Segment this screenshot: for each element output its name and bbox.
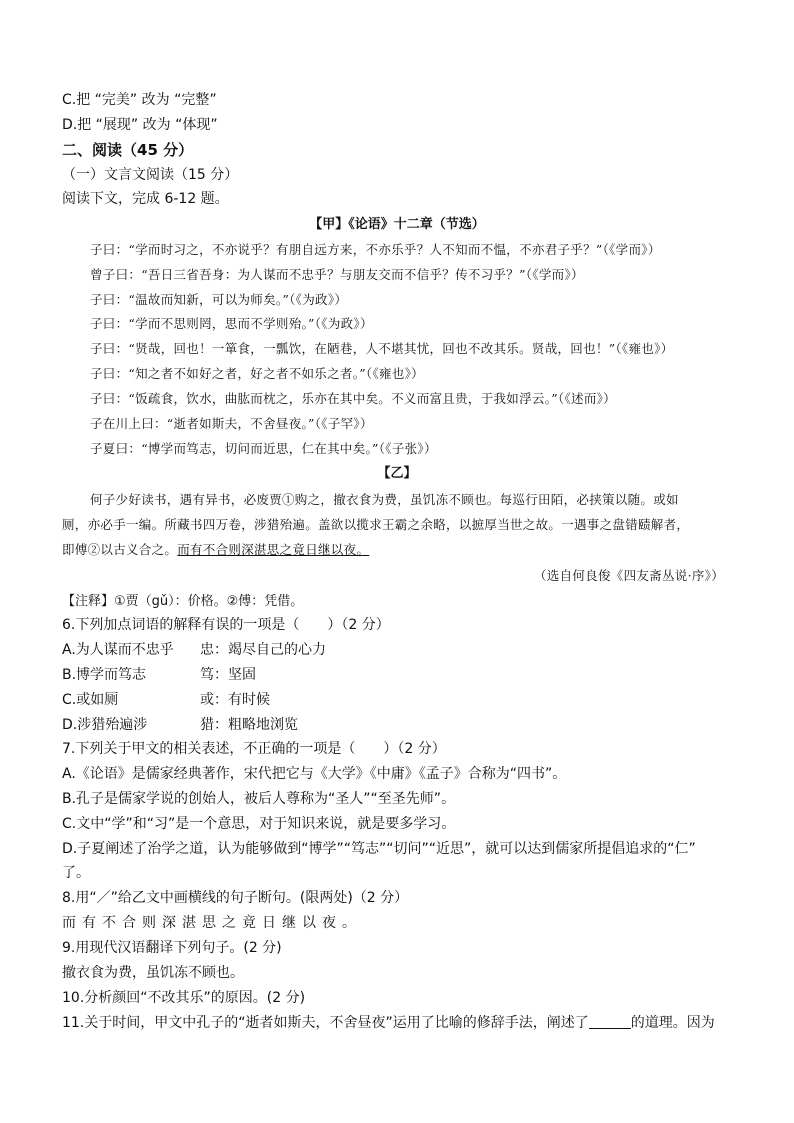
q7-option-c: C.文中“学”和“习”是一个意思，对于知识来说，就是要多学习。: [62, 816, 456, 832]
passage-jia-line: 子曰：“知之者不如好之者，好之者不如乐之者。”（《雍也》）: [90, 366, 424, 381]
notes: 【注释】①贾（gǔ）：价格。②傅：凭借。: [62, 594, 304, 609]
passage-jia-line: 子夏曰：“博学而笃志，切问而近思，仁在其中矣。”（《子张》）: [90, 441, 437, 456]
q6-option-a: [62, 639, 326, 661]
passage-jia-line: 子曰：“温故而知新，可以为师矣。”（《为政》）: [90, 292, 348, 307]
passage-yi-text: 即傅②以古义合之。: [62, 542, 178, 557]
passage-yi-line: 厕，亦必手一编。所藏书四万卷，涉猎殆遍。盖欲以揽求王霸之余略，以摭厚当世之故。一遇事之盘错赜解者，: [62, 517, 690, 532]
option-gloss: 或：有时候: [200, 692, 270, 708]
passage-yi-line: [62, 539, 369, 561]
subsection-title: （一）文言文阅读（15 分）: [62, 167, 239, 183]
q11-text: 的道理。因为: [630, 1015, 715, 1031]
q7-stem: 7.下列关于甲文的相关表述，不正确的一项是（ ）（2 分）: [62, 741, 446, 757]
underlined-sentence: 而有不合则深湛思之竟日继以夜。: [177, 542, 370, 557]
option-gloss: 忠：竭尽自己的心力: [200, 642, 326, 658]
q7-option-d: D.子夏阐述了治学之道，认为能够做到“博学”“笃志”“切问”“近思”，就可以达到儒家所提倡追求的“仁”: [62, 841, 696, 857]
option-gloss: 笃：坚固: [200, 667, 256, 683]
answer-blank[interactable]: [589, 1014, 631, 1029]
option-term: C.或如厕: [62, 692, 119, 708]
option-gloss: 猎：粗略地浏览: [200, 717, 298, 733]
option-term: B.博学而笃志: [62, 667, 147, 683]
reading-instruction: 阅读下文，完成 6-12 题。: [62, 191, 229, 207]
passage-jia-line: 子曰：“学而时习之，不亦说乎？有朋自远方来，不亦乐乎？人不知而不愠，不亦君子乎？”（《学而》）: [90, 242, 661, 257]
section-title: 二、阅读（45 分）: [62, 141, 194, 159]
q7-option-d-cont: 了。: [62, 865, 90, 881]
q7-option-b: B.孔子是儒家学说的创始人，被后人尊称为“圣人”“至圣先师”。: [62, 791, 456, 807]
passage-jia-line: 子曰：“贤哉，回也！一箪食，一瓢饮，在陋巷，人不堪其忧，回也不改其乐。贤哉，回也！”（《雍也》）: [90, 341, 674, 356]
q7-option-a: A.《论语》是儒家经典著作，宋代把它与《大学》《中庸》《孟子》合称为“四书”。: [62, 766, 567, 782]
passage-jia-line: 子曰：“学而不思则罔，思而不学则殆。”（《为政》）: [90, 316, 373, 331]
q5-option-c: C.把 “完美” 改为 “完整”: [62, 92, 217, 108]
passage-yi-line: 何子少好读书，遇有异书，必废贾①购之，撤衣食为费，虽饥冻不顾也。每巡行田陌，必挟策以随。或如: [90, 492, 679, 507]
q6-option-c: [62, 689, 270, 711]
q6-option-d: [62, 714, 298, 736]
passage-yi-source: （选自何良俊《四友斋丛说·序》）: [533, 568, 724, 583]
passage-jia-line: 子曰：“饭疏食，饮水，曲肱而枕之，乐亦在其中矣。不义而富且贵，于我如浮云。”（《述而》）: [90, 391, 616, 406]
option-term: D.涉猎殆遍涉: [62, 717, 148, 733]
q8-sentence: 而有不合则深湛思之竟日继以夜。: [62, 915, 362, 931]
passage-jia-line: 子在川上曰：“逝者如斯夫，不舍昼夜。”（《子罕》）: [90, 416, 373, 431]
passage-jia-title: 【甲】《论语》十二章（节选）: [309, 217, 485, 232]
passage-yi-title: 【乙】: [377, 466, 417, 481]
q9-sentence: 撤衣食为费，虽饥冻不顾也。: [62, 965, 244, 981]
q8-stem: 8.用“／”给乙文中画横线的句子断句。(限两处)（2 分）: [62, 890, 409, 906]
q9-stem: 9.用现代汉语翻译下列句子。(2 分): [62, 940, 282, 956]
passage-jia-line: 曾子曰：“吾日三省吾身：为人谋而不忠乎？与朋友交而不信乎？传不习乎？”（《学而》）: [90, 267, 584, 282]
q6-stem: 6.下列加点词语的解释有误的一项是（ ）（2 分）: [62, 617, 390, 633]
q11-stem: [62, 1012, 715, 1034]
q10-stem: 10.分析颜回“不改其乐”的原因。(2 分): [62, 990, 306, 1006]
q11-text: 11.关于时间，甲文中孔子的“逝者如斯夫，不舍昼夜”运用了比喻的修辞手法，阐述了: [62, 1015, 589, 1031]
q5-option-d: D.把 “展现” 改为 “体现”: [62, 117, 218, 133]
q6-option-b: [62, 664, 256, 686]
option-term: A.为人谋而不忠乎: [62, 642, 174, 658]
